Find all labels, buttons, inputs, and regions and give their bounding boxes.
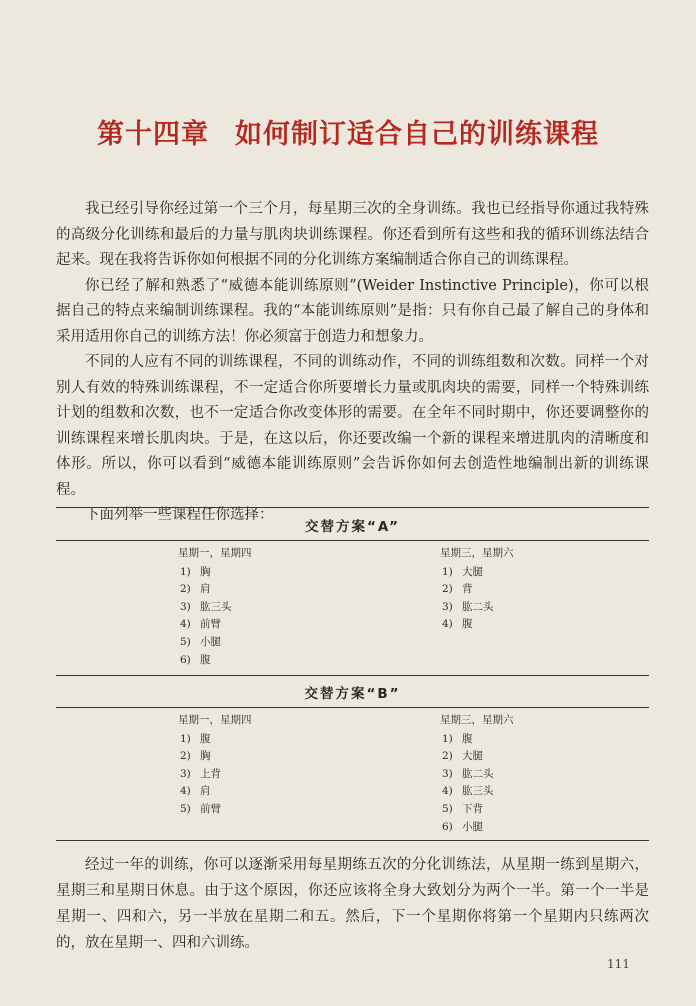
list-item: 5) 下背 — [442, 802, 483, 815]
day-heading: 星期三，星期六 — [440, 547, 514, 559]
list-item: 6) 小腿 — [442, 820, 483, 833]
scheme-a-title: 交替方案“A” — [305, 519, 400, 535]
list-item: 3) 肱二头 — [442, 767, 494, 780]
day-heading: 星期三，星期六 — [440, 714, 514, 726]
table-rule — [56, 707, 649, 708]
day-heading: 星期一，星期四 — [178, 714, 252, 726]
list-item: 2) 大腿 — [442, 750, 483, 763]
paragraph: 不同的人应有不同的训练课程，不同的训练动作，不同的训练组数和次数。同样一个对别人有效的特殊训练课程，不一定适合你所要增长力量或肌肉块的需要，同样一个特殊训练计划的组数和次数，也不一定适合你改变体形的需要。在全年不同时期中，你还要调整你的训练课程来增长肌肉块。于是，在这以后，你还要改编一个新的课程来增进肌肉的清晰度和体形。所以，你可以看到“威德本能训练原则”会告诉你如何去创造性地编制出新的训练课程。 — [56, 354, 649, 498]
page-number: 111 — [607, 957, 630, 971]
list-item: 6) 腹 — [180, 653, 211, 666]
table-rule — [56, 540, 649, 541]
list-item: 5) 小腿 — [180, 635, 221, 648]
paragraph: 下面列举一些课程任你选择： — [85, 507, 274, 523]
table-rule — [56, 675, 649, 676]
chapter-number: 第十四章 — [97, 119, 209, 150]
list-item: 3) 肱三头 — [180, 600, 232, 613]
scheme-b-right-column — [440, 712, 514, 836]
paragraph: 你已经了解和熟悉了“威德本能训练原则”(Weider Instinctive Principle)，你可以根据自己的特点来编制训练课程。我的“本能训练原则”是指：只有你自己最了解自己的身体和采用适用你自己的训练方法！你必须富于创造力和想象力。 — [56, 277, 649, 345]
scheme-b-title: 交替方案“B” — [304, 686, 401, 702]
intro-text — [56, 197, 649, 529]
list-item: 4) 腹 — [442, 618, 473, 631]
list-item: 3) 上背 — [180, 767, 221, 780]
list-item: 2) 背 — [442, 583, 473, 596]
day-heading: 星期一，星期四 — [178, 547, 252, 559]
scheme-a-left-column — [178, 545, 252, 669]
list-item: 1) 胸 — [180, 565, 211, 578]
list-item: 4) 肱三头 — [442, 785, 494, 798]
table-bottom-rule — [56, 840, 649, 841]
list-item: 1) 腹 — [180, 732, 211, 745]
table-top-rule — [56, 507, 649, 508]
paragraph: 我已经引导你经过第一个三个月，每星期三次的全身训练。我也已经指导你通过我特殊的高级分化训练和最后的力量与肌肉块训练课程。你还看到所有这些和我的循环训练法结合起来。现在我将告诉你如何根据不同的分化训练方案编制适合你自己的训练课程。 — [56, 201, 649, 268]
list-item: 1) 大腿 — [442, 565, 483, 578]
list-item: 4) 肩 — [180, 785, 211, 798]
list-item: 2) 胸 — [180, 750, 211, 763]
outro-text — [56, 852, 649, 956]
list-item: 3) 肱二头 — [442, 600, 494, 613]
scheme-b-left-column — [178, 712, 252, 819]
chapter-title — [0, 112, 696, 151]
chapter-name: 如何制订适合自己的训练课程 — [235, 119, 599, 150]
list-item: 4) 前臂 — [180, 618, 221, 631]
list-item: 2) 肩 — [180, 583, 211, 596]
list-item: 5) 前臂 — [180, 802, 221, 815]
list-item: 1) 腹 — [442, 732, 473, 745]
paragraph: 经过一年的训练，你可以逐渐采用每星期练五次的分化训练法，从星期一练到星期六，星期三和星期日休息。由于这个原因，你还应该将全身大致划分为两个一半。第一个一半是星期一、四和六，另一半放在星期二和五。然后，下一个星期你将第一个星期内只练两次的，放在星期一、四和六训练。 — [56, 857, 649, 951]
scheme-a-right-column — [440, 545, 514, 634]
